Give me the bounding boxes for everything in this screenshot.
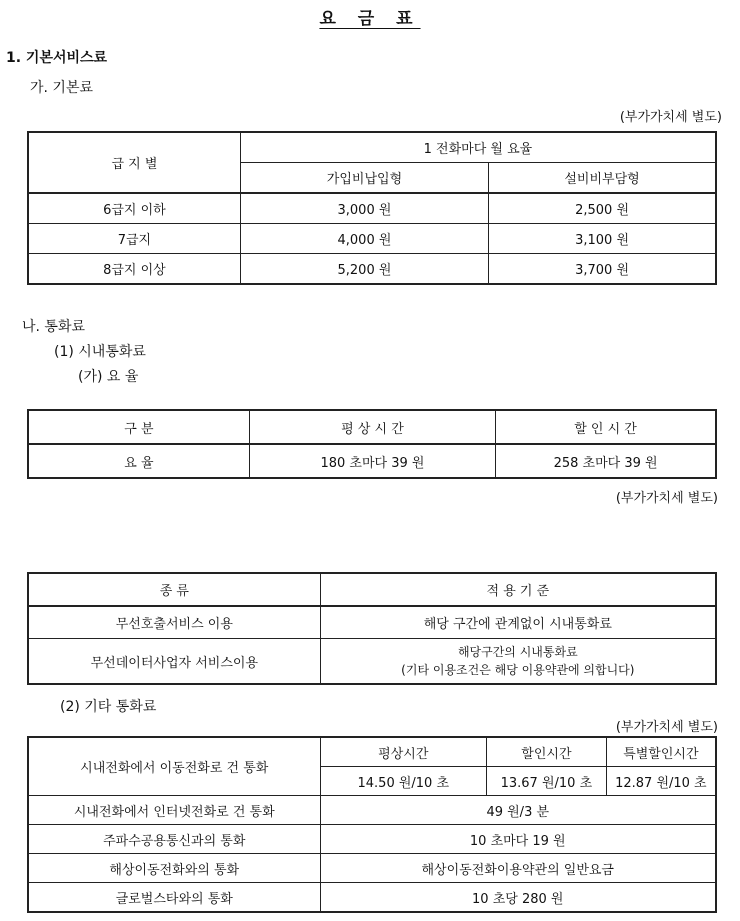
header-normal-time: 평상시간: [320, 737, 487, 767]
rule-line: 해당구간의 시내통화료: [457, 645, 578, 659]
call-fee-cell: 해상이동전화이용약관의 일반요금: [320, 854, 716, 883]
special-discount-rate: 12.87 원/10 초: [606, 767, 716, 796]
fee-cell: 5,200 원: [240, 254, 488, 285]
rule-cell: 해당 구간에 관계없이 시내통화료: [320, 606, 716, 639]
rule-note: (기타 이용조건은 해당 이용약관에 의합니다): [401, 663, 635, 677]
fee-cell: 3,700 원: [489, 254, 716, 285]
subsection-local-call-fee: (1) 시내통화료: [54, 344, 146, 360]
grade-cell: 8급지 이상: [28, 254, 240, 285]
criteria-table: [27, 572, 717, 685]
normal-rate: 14.50 원/10 초: [320, 767, 487, 796]
call-fee-cell: 10 초마다 19 원: [320, 825, 716, 854]
table-row: [28, 606, 716, 639]
local-rate-table: [27, 409, 717, 479]
discount-rate: 258 초마다 39 원: [496, 444, 716, 478]
table-row: [28, 854, 716, 883]
rule-cell: [320, 639, 716, 685]
call-type-cell: 해상이동전화와의 통화: [28, 854, 320, 883]
subsection-rate: (가) 요 율: [78, 369, 139, 385]
vat-note: (부가가치세 별도): [615, 491, 718, 506]
header-monthly-rate: 1 전화마다 월 요율: [240, 132, 716, 163]
table-row: [28, 796, 716, 825]
discount-rate: 13.67 원/10 초: [487, 767, 607, 796]
table-row: [28, 825, 716, 854]
table-row: [28, 224, 716, 254]
other-call-fee-table: [27, 736, 717, 913]
section-heading-basic-service: 1. 기본서비스료: [6, 50, 108, 66]
basic-fee-table: [27, 131, 717, 285]
header-special-discount-time: 특별할인시간: [606, 737, 716, 767]
call-fee-cell: 49 원/3 분: [320, 796, 716, 825]
table-row: [28, 639, 716, 685]
rate-label: 요 율: [28, 444, 249, 478]
grade-cell: 7급지: [28, 224, 240, 254]
header-normal-time: 평 상 시 간: [249, 410, 495, 444]
call-fee-cell: 10 초당 280 원: [320, 883, 716, 913]
call-type-cell: 주파수공용통신과의 통화: [28, 825, 320, 854]
subsection-other-call-fee: (2) 기타 통화료: [60, 699, 157, 715]
call-type-cell: 글로벌스타와의 통화: [28, 883, 320, 913]
header-subscription-type: 가입비납입형: [240, 163, 488, 194]
normal-rate: 180 초마다 39 원: [249, 444, 495, 478]
page-title: 요 금 표: [319, 9, 421, 29]
fee-cell: 4,000 원: [240, 224, 488, 254]
mobile-call-label: 시내전화에서 이동전화로 건 통화: [28, 737, 320, 796]
table-row: [28, 444, 716, 478]
header-discount-time: 할인시간: [487, 737, 607, 767]
fee-cell: 3,100 원: [489, 224, 716, 254]
kind-cell: 무선호출서비스 이용: [28, 606, 320, 639]
header-kind: 종 류: [28, 573, 320, 606]
header-category: 구 분: [28, 410, 249, 444]
table-row: [28, 254, 716, 285]
vat-note: (부가가치세 별도): [615, 720, 718, 735]
grade-cell: 6급지 이하: [28, 193, 240, 224]
kind-cell: 무선데이터사업자 서비스이용: [28, 639, 320, 685]
call-type-cell: 시내전화에서 인터넷전화로 건 통화: [28, 796, 320, 825]
subsection-basic-fee: 가. 기본료: [30, 80, 93, 96]
section-heading-call-fee: 나. 통화료: [22, 319, 85, 335]
header-criteria: 적 용 기 준: [320, 573, 716, 606]
fee-cell: 3,000 원: [240, 193, 488, 224]
header-grade: 급 지 별: [28, 132, 240, 193]
table-row: [28, 193, 716, 224]
fee-cell: 2,500 원: [489, 193, 716, 224]
table-row: [28, 883, 716, 913]
header-facility-type: 설비비부담형: [489, 163, 716, 194]
vat-note: (부가가치세 별도): [619, 110, 722, 125]
header-discount-time: 할 인 시 간: [496, 410, 716, 444]
